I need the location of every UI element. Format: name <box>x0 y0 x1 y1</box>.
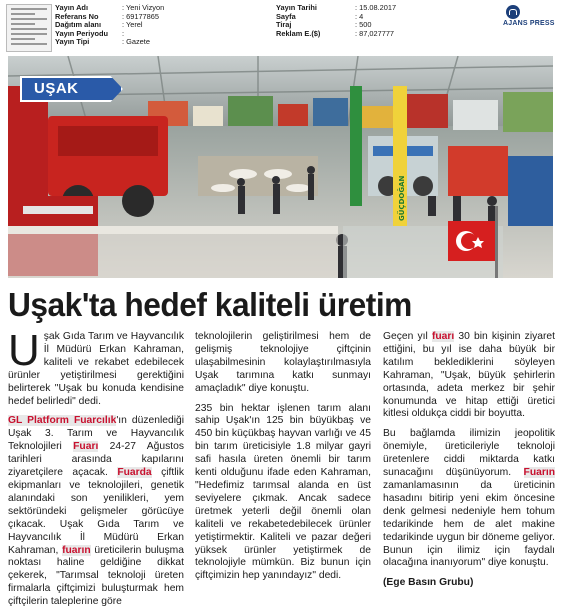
paragraph-text: üreticilerin buluşma noktası haline geldiğine dikkat çekerek, "Tarımsal teknoloji üreten firmalarla çiftçimizi buluşturmak hem çiftçilerin taleplerine göre <box>8 544 184 608</box>
highlight-term: Fuarı <box>73 441 99 453</box>
article-credit: (Ege Basın Grubu) <box>383 577 474 589</box>
meta-value: : 4 <box>355 13 363 22</box>
meta-label: Sayfa <box>276 11 296 21</box>
article-paragraph <box>8 415 184 609</box>
meta-label: Yayın Tipi <box>55 37 90 47</box>
publication-meta <box>55 4 164 47</box>
meta-label: Yayın Tarihi <box>276 3 317 12</box>
city-tag-label: UŞAK <box>34 80 79 97</box>
article-paragraph: 235 bin hektar işlenen tarım alanı sahip Uşak'ın 125 bin büyükbaş ve 450 bin küçükbaş hayvan varlığı ve 45 bin tarım üreticisiyle 1.8 milyar gayri safi hasıla üreten önemli bir tarım kenti olduğunu ifade eden Kahraman, "Hedefimiz tarımsal alanda en üst seviyelere çıkmak. Ancak sadece üretmek yeterli değil önemli olan kaliteli ve rekabetedebilecek ürünler yetiştirmektir. Kaliteli ve pazar değeri yüksek ürünler yetiştirmek de teknolojiyle mümkün. Biz bunun için çiftçimizin hep yanındayız" dedi. <box>195 402 371 582</box>
agency-name: AJANS PRESS <box>503 20 555 27</box>
agency-logo-icon <box>506 5 520 19</box>
highlight-term: Fuarın <box>523 467 555 479</box>
meta-label: Dağıtım alanı <box>55 20 101 30</box>
paragraph-text: 'ın düzenlediği Uşak 3. Tarım ve Hayvancılık Teknolojileri <box>8 415 185 453</box>
article-column-3 <box>383 331 555 597</box>
paragraph-text: çiftlik ekipmanları ve teknolojileri, genetik alanındaki son yenilikleri, yem sektöründeki gelişmeler görücüye çıkacak. Uşak Gıda Tarım ve Hayvancılık İl Müdürü Erkan Kahraman, <box>8 467 184 556</box>
meta-row <box>276 13 396 22</box>
highlight-term: fuarın <box>62 544 91 556</box>
meta-value: : 15.08.2017 <box>355 4 396 13</box>
meta-value: : Gazete <box>122 38 150 47</box>
meta-row <box>55 38 164 47</box>
meta-value: : Yeni Vizyon <box>122 4 164 13</box>
meta-label: Reklam E.($) <box>276 28 321 38</box>
paragraph-text: şak Gıda Tarım ve Hayvancılık İl Müdürü Erkan Kahraman, kaliteli ve rekabet edebilecek ürünler yetiştirilmesi gerektiğini belirterek "Uşak bu konuda kendisine hedef belirledi" dedi. <box>8 331 184 407</box>
highlight-term: Fuarda <box>117 467 152 479</box>
article-column-1 <box>8 326 185 616</box>
drop-cap: U <box>8 326 40 375</box>
publication-stats <box>276 4 396 38</box>
article-column-2 <box>195 331 371 590</box>
meta-value: : Yerel <box>122 21 143 30</box>
paragraph-text: zamanlamasının da üreticinin hasadını bitirip yeni ekim öncesine denk gelmesi nedeniyle hem tohum tedarikinde hem de alet makine tedarikinde uygun bir döneme geliyor. Bunun için ilimiz için faydalı olacağına inanıyorum" diye konuştu. <box>383 479 555 569</box>
city-tag <box>20 76 123 102</box>
article-paragraph <box>383 428 555 570</box>
meta-value: : 87,027777 <box>355 30 394 39</box>
meta-row <box>276 30 396 39</box>
meta-value: : 500 <box>355 21 371 30</box>
meta-value: : 69177865 <box>122 13 159 22</box>
article-paragraph: teknolojilerin geliştirilmesi hem de gelişmiş teknolojiye çiftçinin ulaşabilmesinin kolaylaştırılmasıyla Uşak tarımına katkı sunmayı amaçladık" diye konuştu. <box>195 331 371 394</box>
article-paragraph <box>8 326 184 408</box>
article-headline: Uşak'ta hedef kaliteli üretim <box>8 286 412 323</box>
clipping-header <box>0 0 563 52</box>
paragraph-text: Geçen yıl <box>383 331 432 342</box>
highlight-term: GL Platform Fuarcılık <box>8 415 117 427</box>
meta-label: Tiraj <box>276 20 292 30</box>
meta-label: Yayın Adı <box>55 3 88 12</box>
paragraph-text: Bu bağlamda ilimizin jeopolitik önemiyle, üreticileriyle teknoloji üretenlere ciddi miktarda katkı sunacağını düşünüyorum. <box>383 428 555 479</box>
highlight-term: fuarı <box>431 331 455 342</box>
page-thumbnail <box>6 4 52 52</box>
meta-label: Yayın Periyodu <box>55 28 108 38</box>
article-paragraph <box>383 331 555 421</box>
paragraph-text: 30 bin kişinin ziyaret ettiğini, bu yıl ise daha büyük bir katılım beklediklerini söyleyen Kahraman, "Uşak, büyük şehirlerin ortasında, adeta merkez bir şehir konumunda ve hitap ettiği üretici kitlesi oldukça ciddi bir boyutta. <box>383 331 555 420</box>
paragraph-text: 24-27 Ağustos tarihleri arasında kapılarını ziyaretçilere açacak. <box>8 441 184 479</box>
banner-text: GÜÇDOĞAN <box>398 175 406 221</box>
meta-label: Referans No <box>55 11 99 21</box>
